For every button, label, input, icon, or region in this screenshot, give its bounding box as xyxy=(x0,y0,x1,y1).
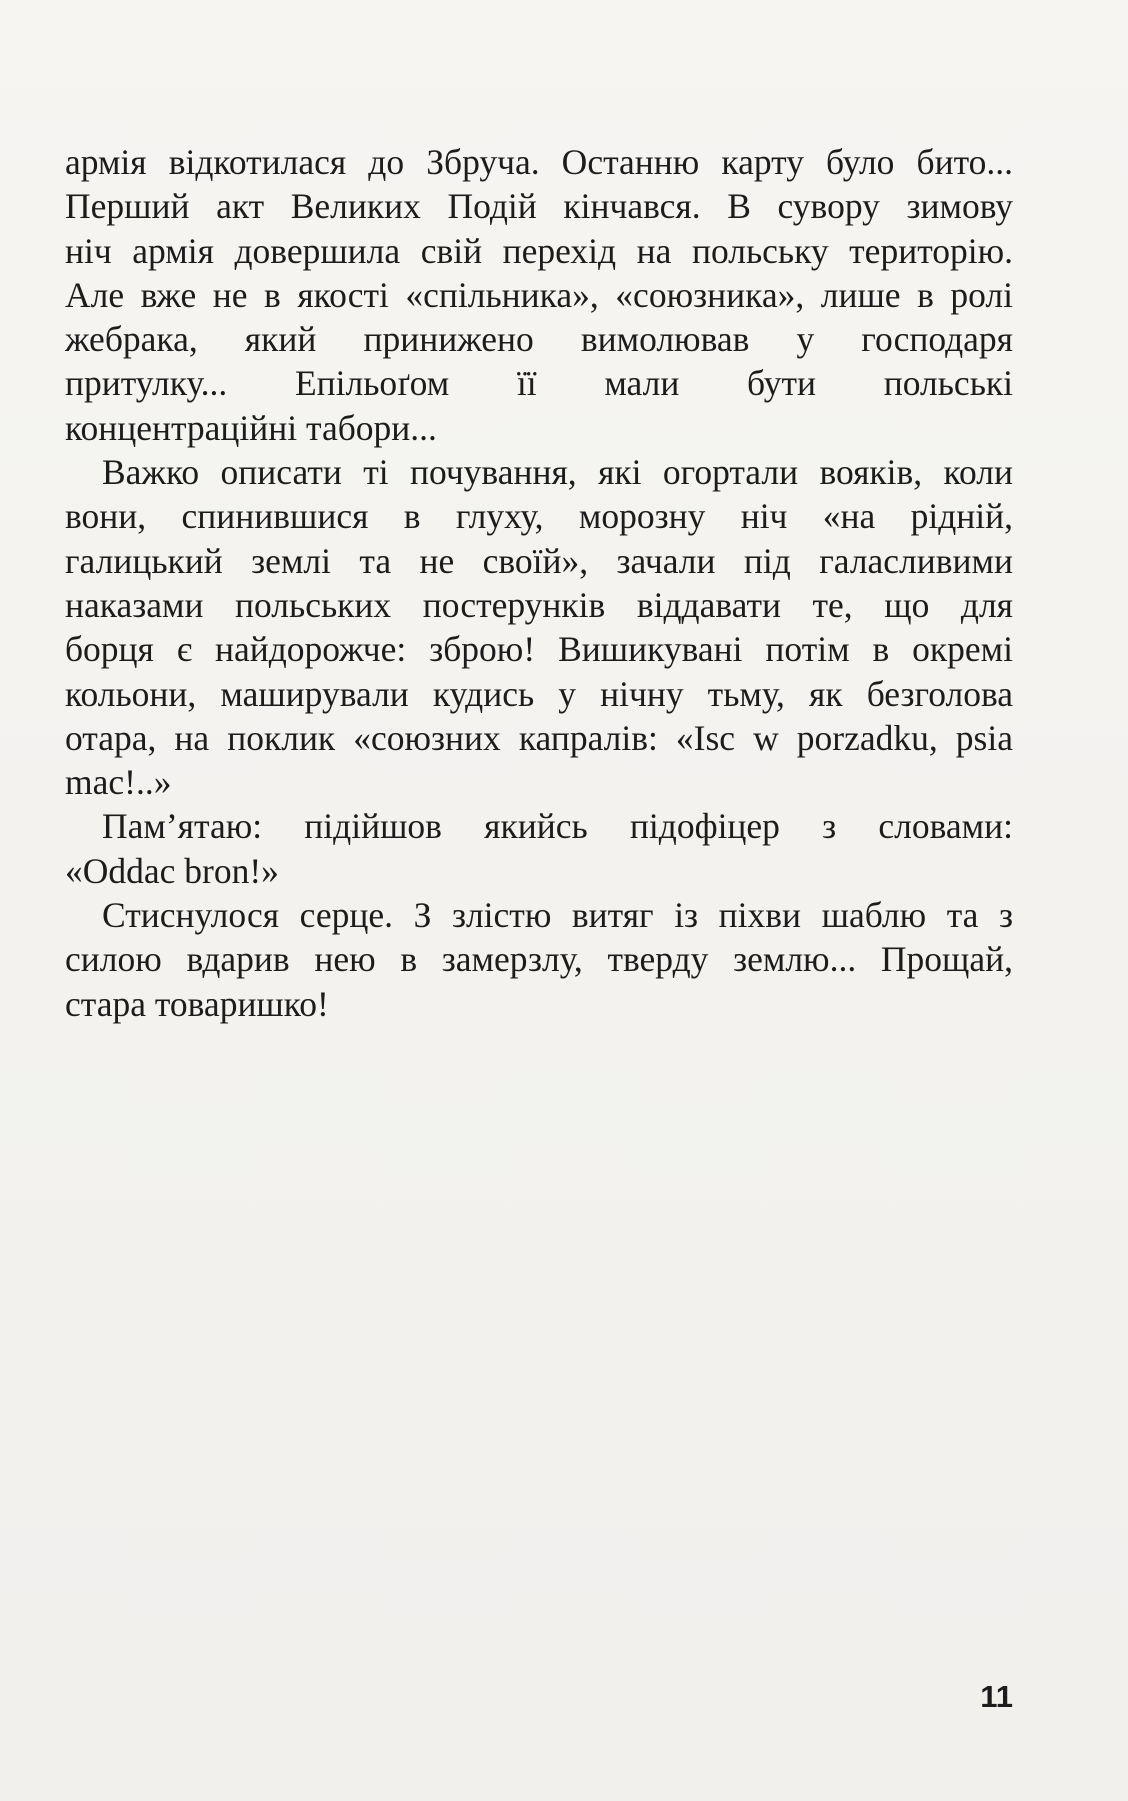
text-line: «Oddac bron!» xyxy=(65,850,279,891)
text-line: Але вже не в якості «спільника», «союзника», лише в ролі xyxy=(65,274,1013,315)
text-line: борця є найдорожче: зброю! Вишикувані потім в окремі xyxy=(65,629,1013,670)
text-line: Стиснулося серце. З злістю витяг із піхви шаблю та з xyxy=(102,895,1013,936)
text-line: mac!..» xyxy=(65,762,172,803)
paragraph-2 xyxy=(65,450,1013,804)
page-number: 11 xyxy=(980,1679,1013,1714)
text-line: ніч армія довершила свій перехід на польську територію. xyxy=(65,230,1013,271)
text-line: кольони, маширували кудись у нічну тьму, як безголова xyxy=(65,673,1013,714)
text-line: вони, спинившися в глуху, морозну ніч «на рідній, xyxy=(65,496,1013,537)
paragraph-1 xyxy=(65,140,1013,450)
paragraph-4 xyxy=(65,893,1013,1026)
text-line: отара, на поклик «союзних капралів: «Isc w porzadku, psia xyxy=(65,717,1013,758)
paragraph-3 xyxy=(65,804,1013,893)
text-line: Пам’ятаю: підійшов якийсь підофіцер з словами: xyxy=(102,806,1013,847)
text-line: армія відкотилася до Збруча. Останню карту було бито... xyxy=(65,142,1013,182)
text-line: Важко описати ті почування, які огортали вояків, коли xyxy=(102,452,1013,493)
text-line: притулку... Епільоґом її мали бути польські xyxy=(65,363,1013,404)
text-line: Перший акт Великих Подій кінчався. В сувору зимову xyxy=(65,186,1013,227)
text-line: галицький землі та не своїй», зачали під галасливими xyxy=(65,540,1013,581)
text-line: концентраційні табори... xyxy=(65,407,437,448)
text-line: силою вдарив нею в замерзлу, тверду землю... Прощай, xyxy=(65,939,1013,980)
text-line: наказами польських постерунків віддавати те, що для xyxy=(65,584,1013,625)
text-line: стара товаришко! xyxy=(65,983,329,1024)
body-text xyxy=(65,140,1013,1026)
text-line: жебрака, який принижено вимолював у господаря xyxy=(65,319,1013,360)
